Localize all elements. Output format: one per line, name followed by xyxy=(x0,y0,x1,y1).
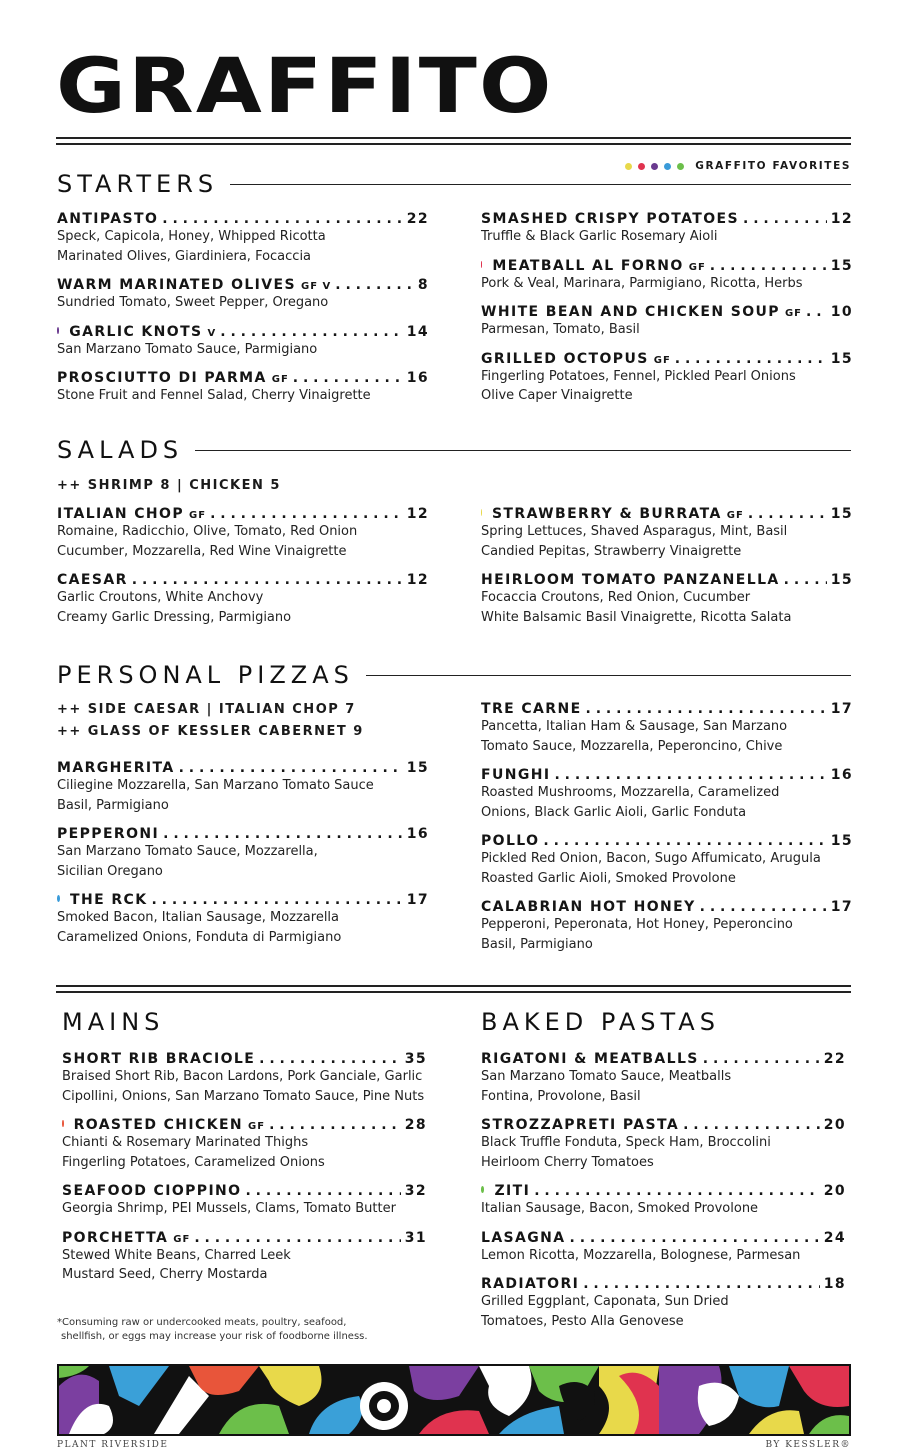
menu-item-header xyxy=(481,833,853,849)
menu-item-description: Italian Sausage, Bacon, Smoked Provolone xyxy=(481,1201,759,1216)
menu-item xyxy=(62,1183,427,1219)
pastas-column xyxy=(481,1051,846,1342)
dot-leader xyxy=(748,506,827,522)
menu-item-description: Roasted Garlic Aioli, Smoked Provolone xyxy=(481,870,736,886)
menu-item-description: Stone Fruit and Fennel Salad, Cherry Vinaigrette xyxy=(57,388,371,403)
menu-item-header xyxy=(62,1051,427,1067)
dot-leader xyxy=(700,899,827,915)
pizzas-addons xyxy=(57,702,429,746)
footer-brand: BY KESSLER® xyxy=(765,1440,851,1450)
menu-item xyxy=(481,1183,846,1219)
legend-label: GRAFFITO FAVORITES xyxy=(695,160,851,172)
favorite-dot-icon xyxy=(481,1186,484,1193)
dot-leader xyxy=(151,892,402,908)
menu-item-description: Ciliegine Mozzarella, San Marzano Tomato Sauce xyxy=(57,778,374,793)
menu-item-name: SMASHED CRISPY POTATOES xyxy=(481,211,739,227)
menu-item-description: Roasted Mushrooms, Mozzarella, Caramelized xyxy=(481,785,780,800)
menu-item-description: Garlic Croutons, White Anchovy xyxy=(57,590,264,605)
starters-right-column xyxy=(481,211,853,417)
menu-item-description: Mustard Seed, Cherry Mostarda xyxy=(62,1267,268,1282)
menu-item xyxy=(62,1117,427,1172)
menu-item-description: Stewed White Beans, Charred Leek xyxy=(62,1247,291,1263)
menu-item-header xyxy=(481,211,853,227)
menu-item-price: 16 xyxy=(406,826,429,842)
dot-leader xyxy=(703,1051,820,1067)
section-rule xyxy=(366,675,851,676)
menu-item-name: RADIATORI xyxy=(481,1276,580,1292)
starters-left-column xyxy=(57,211,429,417)
dot-leader xyxy=(293,370,403,386)
menu-item-description: Pork & Veal, Marinara, Parmigiano, Ricotta, Herbs xyxy=(481,275,803,291)
salads-right-column xyxy=(481,506,853,638)
menu-item-header xyxy=(57,826,429,842)
menu-item-description: San Marzano Tomato Sauce, Parmigiano xyxy=(57,341,318,357)
menu-item-price: 15 xyxy=(830,350,853,367)
legend-dot-blue xyxy=(664,163,671,170)
menu-item-price: 22 xyxy=(406,211,429,227)
menu-item-header xyxy=(57,760,429,776)
dietary-tag: GF xyxy=(784,308,803,319)
menu-item-name: PROSCIUTTO DI PARMA xyxy=(57,370,267,386)
salads-left-column xyxy=(57,506,429,638)
menu-item-header xyxy=(57,324,429,340)
menu-item-name: WARM MARINATED OLIVES xyxy=(57,277,296,293)
menu-item-price: 15 xyxy=(830,833,853,849)
favorite-dot-icon xyxy=(481,509,482,516)
section-title: STARTERS xyxy=(57,170,219,198)
menu-item xyxy=(481,211,853,247)
menu-item-header xyxy=(62,1117,427,1133)
favorite-dot-icon xyxy=(62,1120,64,1127)
menu-item xyxy=(57,506,429,561)
food-safety-footnote xyxy=(57,1316,397,1344)
menu-item-header xyxy=(62,1183,427,1199)
menu-item-price: 18 xyxy=(823,1276,846,1292)
menu-item-description: Cucumber, Mozzarella, Red Wine Vinaigrette xyxy=(57,543,347,559)
addon-line: ++ GLASS OF KESSLER CABERNET 9 xyxy=(57,724,364,739)
menu-item xyxy=(481,304,853,340)
dot-leader xyxy=(534,1183,820,1199)
dot-leader xyxy=(586,701,827,717)
menu-item-price: 24 xyxy=(823,1229,846,1246)
menu-item-header xyxy=(481,1183,846,1199)
section-header-salads xyxy=(57,436,851,464)
menu-item-header xyxy=(481,351,853,367)
dietary-tag: GF xyxy=(271,374,289,385)
menu-item-price: 10 xyxy=(830,304,853,320)
dot-leader xyxy=(543,833,826,849)
menu-item xyxy=(481,258,853,294)
menu-item-price: 16 xyxy=(830,767,853,783)
menu-item-name: WHITE BEAN AND CHICKEN SOUP xyxy=(481,304,780,320)
menu-item-name: TRE CARNE xyxy=(481,701,582,717)
menu-item xyxy=(481,572,853,627)
dot-leader xyxy=(163,826,403,842)
menu-item-description: Pancetta, Italian Ham & Sausage, San Marzano xyxy=(481,719,788,734)
section-rule xyxy=(195,450,851,451)
menu-item-price: 28 xyxy=(404,1117,427,1133)
menu-item-name: STROZZAPRETI PASTA xyxy=(481,1117,680,1133)
menu-item-price: 20 xyxy=(823,1183,846,1199)
menu-item-name: HEIRLOOM TOMATO PANZANELLA xyxy=(481,572,780,588)
section-rule xyxy=(230,184,851,185)
pizzas-left-column xyxy=(57,760,429,958)
menu-item xyxy=(481,1230,846,1266)
menu-item-description: Tomato Sauce, Mozzarella, Peperoncino, Chive xyxy=(481,738,783,754)
menu-item-price: 15 xyxy=(830,572,853,588)
menu-item xyxy=(481,506,853,561)
menu-item-description: Sundried Tomato, Sweet Pepper, Oregano xyxy=(57,295,329,310)
dot-leader xyxy=(710,258,827,274)
menu-item-description: Braised Short Rib, Bacon Lardons, Pork Ganciale, Garlic xyxy=(62,1069,423,1084)
menu-item-description: Truffle & Black Garlic Rosemary Aioli xyxy=(481,229,718,244)
menu-item-description: Pickled Red Onion, Bacon, Sugo Affumicato, Arugula xyxy=(481,851,821,866)
legend-dot-purple xyxy=(651,163,658,170)
menu-item xyxy=(57,572,429,627)
dot-leader xyxy=(784,572,827,588)
menu-item-header xyxy=(481,572,853,588)
menu-item-description: Chianti & Rosemary Marinated Thighs xyxy=(62,1135,309,1150)
menu-item-description: Cipollini, Onions, San Marzano Tomato Sauce, Pine Nuts xyxy=(62,1088,425,1104)
menu-item-description: Lemon Ricotta, Mozzarella, Bolognese, Parmesan xyxy=(481,1247,801,1263)
pizzas-right-column xyxy=(481,701,853,965)
menu-item-header xyxy=(481,1230,846,1246)
dietary-tag: GF xyxy=(726,510,744,521)
menu-item-header xyxy=(57,506,429,522)
menu-item-description: Fingerling Potatoes, Fennel, Pickled Pearl Onions xyxy=(481,368,796,384)
dietary-tag: GF xyxy=(653,354,671,366)
menu-item-name: ZITI xyxy=(494,1183,531,1199)
addon-line: ++ SIDE CAESAR | ITALIAN CHOP 7 xyxy=(57,702,356,717)
menu-item-price: 15 xyxy=(406,760,429,776)
menu-item-name: FUNGHI xyxy=(481,767,551,783)
menu-item xyxy=(57,277,429,313)
menu-item-description: Basil, Parmigiano xyxy=(57,797,169,813)
menu-item-description: Creamy Garlic Dressing, Parmigiano xyxy=(57,609,292,625)
section-header-pizzas xyxy=(57,661,851,689)
dietary-tag: GF xyxy=(248,1121,266,1132)
menu-item-header xyxy=(481,304,853,320)
menu-item-name: GARLIC KNOTS xyxy=(69,323,203,340)
section-title: MAINS xyxy=(62,1008,165,1036)
menu-item-description: White Balsamic Basil Vinaigrette, Ricotta Salata xyxy=(481,609,792,625)
menu-item-description: Tomatoes, Pesto Alla Genovese xyxy=(481,1313,684,1329)
menu-item-price: 22 xyxy=(823,1051,846,1067)
menu-item-price: 15 xyxy=(830,257,853,274)
menu-item-description: Focaccia Croutons, Red Onion, Cucumber xyxy=(481,590,751,605)
header-divider xyxy=(56,137,851,139)
menu-item xyxy=(57,892,429,947)
menu-item-name: CALABRIAN HOT HONEY xyxy=(481,899,696,915)
menu-item-name: PEPPERONI xyxy=(57,826,160,842)
dot-leader xyxy=(743,211,827,227)
menu-item-description: Romaine, Radicchio, Olive, Tomato, Red Onion xyxy=(57,524,358,539)
lower-divider xyxy=(56,985,851,987)
favorite-dot-icon xyxy=(57,895,60,902)
menu-item-price: 8 xyxy=(417,277,429,293)
menu-item-name: THE RCK xyxy=(70,892,148,908)
menu-item xyxy=(481,1276,846,1331)
menu-item-description: Heirloom Cherry Tomatoes xyxy=(481,1154,654,1170)
menu-item-header xyxy=(57,572,429,588)
menu-item-name: ROASTED CHICKEN xyxy=(73,1117,244,1133)
menu-item-price: 17 xyxy=(830,701,853,717)
menu-item-header xyxy=(481,899,853,915)
menu-item-price: 31 xyxy=(404,1229,427,1246)
menu-item xyxy=(481,1051,846,1106)
menu-item-name: CAESAR xyxy=(57,572,128,588)
legend-dot-green xyxy=(677,163,684,170)
menu-item-price: 14 xyxy=(406,323,429,340)
menu-item-name: ANTIPASTO xyxy=(57,211,159,227)
menu-item-header xyxy=(481,701,853,717)
menu-item-name: STRAWBERRY & BURRATA xyxy=(491,506,722,522)
menu-item-name: MARGHERITA xyxy=(57,760,175,776)
dot-leader xyxy=(583,1276,819,1292)
menu-item-header xyxy=(481,1051,846,1067)
legend-dot-yellow xyxy=(625,163,632,170)
menu-item-header xyxy=(481,258,853,274)
graffiti-art-banner xyxy=(57,1364,851,1436)
favorite-dot-icon xyxy=(57,327,59,334)
menu-item-name: MEATBALL AL FORNO xyxy=(492,257,684,274)
menu-item-header xyxy=(57,892,429,908)
menu-item xyxy=(57,324,429,360)
menu-item-description: San Marzano Tomato Sauce, Mozzarella, xyxy=(57,844,318,859)
menu-item xyxy=(57,826,429,881)
footnote-line: *Consuming raw or undercooked meats, poultry, seafood, xyxy=(57,1317,347,1328)
menu-item-description: Black Truffle Fonduta, Speck Ham, Broccolini xyxy=(481,1135,771,1150)
menu-item-description: Georgia Shrimp, PEI Mussels, Clams, Tomato Butter xyxy=(62,1201,396,1216)
menu-item-name: LASAGNA xyxy=(481,1229,566,1246)
menu-item-header xyxy=(481,1276,846,1292)
menu-item-header xyxy=(57,211,429,227)
menu-item xyxy=(481,1117,846,1172)
menu-item xyxy=(57,211,429,266)
menu-item-price: 16 xyxy=(406,370,429,386)
dietary-tag: GF V xyxy=(300,281,332,292)
menu-item-price: 12 xyxy=(406,572,429,588)
menu-item-description: Onions, Black Garlic Aioli, Garlic Fonduta xyxy=(481,804,747,820)
menu-item-header xyxy=(481,1117,846,1133)
dietary-tag: GF xyxy=(189,510,207,521)
dot-leader xyxy=(335,277,414,293)
menu-item xyxy=(481,899,853,954)
menu-item xyxy=(481,833,853,888)
menu-item-price: 17 xyxy=(406,892,429,908)
menu-item xyxy=(57,370,429,406)
dietary-tag: V xyxy=(207,327,217,339)
section-header-mains xyxy=(62,1008,422,1036)
menu-item-name: SEAFOOD CIOPPINO xyxy=(62,1183,242,1199)
menu-item-description: Sicilian Oregano xyxy=(57,863,163,879)
menu-item-description: Marinated Olives, Giardiniera, Focaccia xyxy=(57,248,312,264)
menu-item-price: 17 xyxy=(830,899,853,915)
menu-item-name: RIGATONI & MEATBALLS xyxy=(481,1051,699,1067)
section-header-pastas xyxy=(481,1008,851,1036)
menu-item xyxy=(481,351,853,406)
legend-dot-red xyxy=(638,163,645,170)
menu-item-description: Fingerling Potatoes, Caramelized Onions xyxy=(62,1154,325,1170)
dot-leader xyxy=(210,506,403,522)
menu-item-header xyxy=(57,277,429,293)
menu-item-description: Caramelized Onions, Fonduta di Parmigiano xyxy=(57,929,342,945)
addon-line: ++ SHRIMP 8 | CHICKEN 5 xyxy=(57,478,281,493)
favorite-dot-icon xyxy=(481,261,482,268)
menu-item-price: 15 xyxy=(830,506,853,522)
menu-item-description: Speck, Capicola, Honey, Whipped Ricotta xyxy=(57,229,326,244)
menu-item-header xyxy=(481,506,853,522)
section-title: SALADS xyxy=(57,436,184,464)
lower-divider-2 xyxy=(56,991,851,993)
dot-leader xyxy=(132,572,403,588)
dot-leader xyxy=(570,1230,820,1246)
menu-item-description: Grilled Eggplant, Caponata, Sun Dried xyxy=(481,1294,729,1309)
menu-item-name: PORCHETTA xyxy=(62,1229,169,1246)
footnote-line: shellfish, or eggs may increase your risk of foodborne illness. xyxy=(61,1331,368,1342)
menu-item-description: San Marzano Tomato Sauce, Meatballs xyxy=(481,1069,732,1084)
dot-leader xyxy=(269,1117,401,1133)
header-divider-2 xyxy=(56,143,851,145)
dot-leader xyxy=(259,1051,401,1067)
menu-item xyxy=(62,1051,427,1106)
menu-item-description: Parmesan, Tomato, Basil xyxy=(481,322,640,337)
dot-leader xyxy=(554,767,826,783)
dot-leader xyxy=(675,351,827,367)
salads-addons xyxy=(57,478,429,500)
dietary-tag: GF xyxy=(688,261,706,273)
menu-item xyxy=(481,701,853,756)
dot-leader xyxy=(162,211,402,227)
footer-location: PLANT RIVERSIDE xyxy=(57,1440,169,1450)
dot-leader xyxy=(220,324,402,340)
menu-item-name: GRILLED OCTOPUS xyxy=(481,350,649,367)
menu-item-name: ITALIAN CHOP xyxy=(57,506,185,522)
menu-item-description: Smoked Bacon, Italian Sausage, Mozzarella xyxy=(57,910,340,925)
mains-column xyxy=(62,1051,427,1296)
menu-item-header xyxy=(62,1230,427,1246)
menu-item xyxy=(62,1230,427,1285)
menu-item-description: Basil, Parmigiano xyxy=(481,936,593,952)
menu-item-price: 35 xyxy=(404,1051,427,1067)
menu-item-description: Spring Lettuces, Shaved Asparagus, Mint, Basil xyxy=(481,524,788,539)
menu-item xyxy=(481,767,853,822)
menu-item-price: 32 xyxy=(404,1183,427,1199)
menu-item-description: Fontina, Provolone, Basil xyxy=(481,1088,641,1104)
dot-leader xyxy=(194,1230,400,1246)
menu-item-price: 12 xyxy=(406,506,429,522)
menu-item-header xyxy=(481,767,853,783)
graffiti-art-image xyxy=(59,1366,849,1434)
menu-item-description: Olive Caper Vinaigrette xyxy=(481,388,633,403)
section-title: BAKED PASTAS xyxy=(481,1008,720,1036)
menu-item-name: POLLO xyxy=(481,833,540,849)
menu-item-price: 20 xyxy=(823,1117,846,1133)
menu-item-description: Candied Pepitas, Strawberry Vinaigrette xyxy=(481,543,742,559)
menu-item-description: Pepperoni, Peperonata, Hot Honey, Peperoncino xyxy=(481,917,793,932)
dot-leader xyxy=(683,1117,820,1133)
section-header-starters xyxy=(57,170,851,198)
dot-leader xyxy=(806,304,827,320)
menu-item xyxy=(57,760,429,815)
menu-item-name: SHORT RIB BRACIOLE xyxy=(62,1051,256,1067)
section-title: PERSONAL PIZZAS xyxy=(57,661,354,689)
restaurant-logo: GRAFFITO xyxy=(56,41,554,130)
menu-item-header xyxy=(57,370,429,386)
dietary-tag: GF xyxy=(173,1233,191,1245)
dot-leader xyxy=(245,1183,400,1199)
menu-item-price: 12 xyxy=(830,211,853,227)
dot-leader xyxy=(179,760,403,776)
